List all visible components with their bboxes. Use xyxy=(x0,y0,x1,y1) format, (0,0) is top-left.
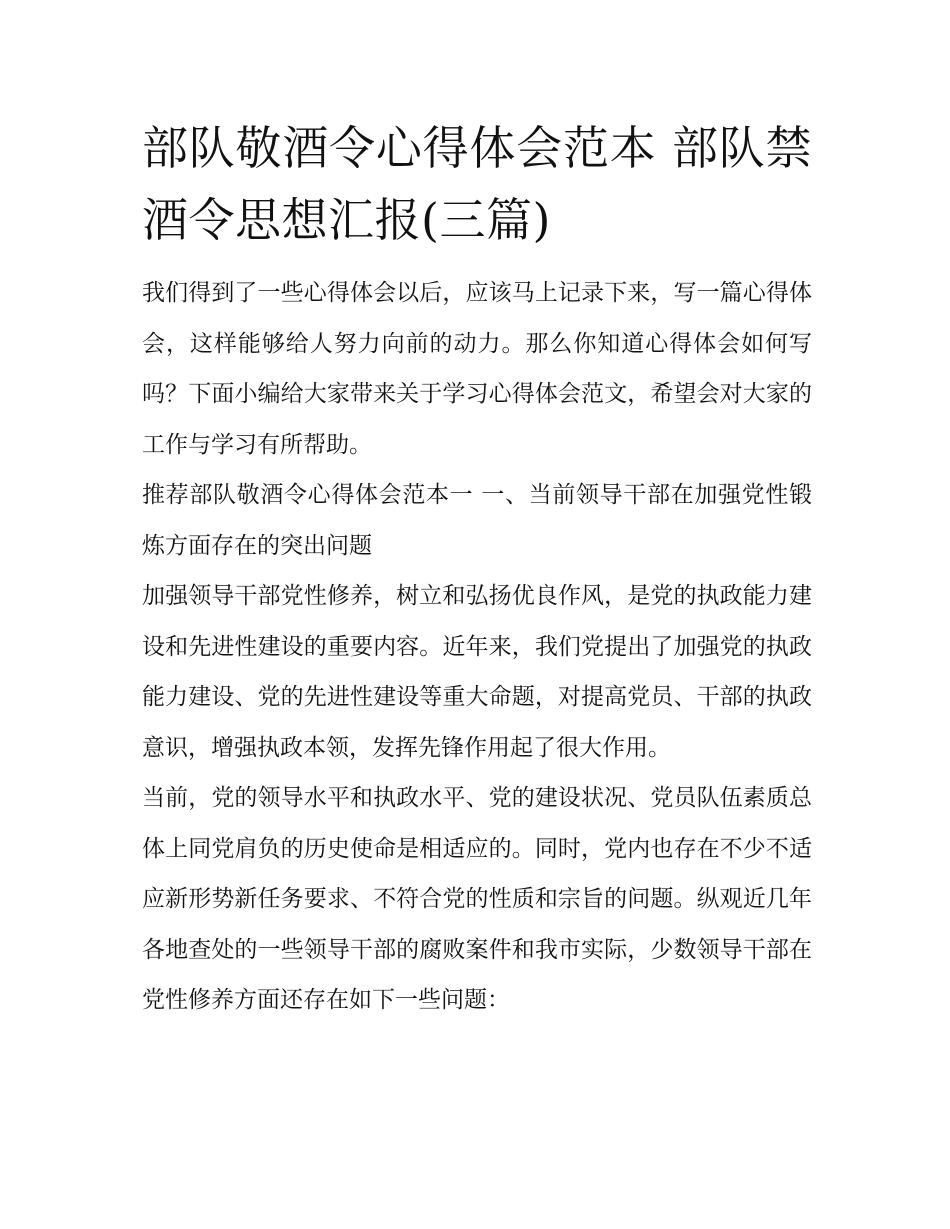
intro-paragraph: 我们得到了一些心得体会以后，应该马上记录下来，写一篇心得体会，这样能够给人努力向前的动力。那么你知道心得体会如何写吗？下面小编给大家带来关于学习心得体会范文，希望会对大家的工作与学习有所帮助。 xyxy=(142,280,812,458)
document-page xyxy=(142,112,812,1026)
body-paragraph-1: 加强领导干部党性修养，树立和弘扬优良作风，是党的执政能力建设和先进性建设的重要内容。近年来，我们党提出了加强党的执政能力建设、党的先进性建设等重大命题，对提高党员、干部的执政意识，增强执政本领，发挥先锋作用起了很大作用。 xyxy=(142,583,812,761)
section-heading-paragraph: 推荐部队敬酒令心得体会范本一 一、当前领导干部在加强党性锻炼方面存在的突出问题 xyxy=(142,482,812,559)
body-paragraph-2: 当前，党的领导水平和执政水平、党的建设状况、党员队伍素质总体上同党肩负的历史使命是相适应的。同时，党内也存在不少不适应新形势新任务要求、不符合党的性质和宗旨的问题。纵观近几年各地查处的一些领导干部的腐败案件和我市实际，少数领导干部在党性修养方面还存在如下一些问题： xyxy=(142,785,812,1013)
document-title: 部队敬酒令心得体会范本 部队禁酒令思想汇报(三篇) xyxy=(142,121,812,247)
